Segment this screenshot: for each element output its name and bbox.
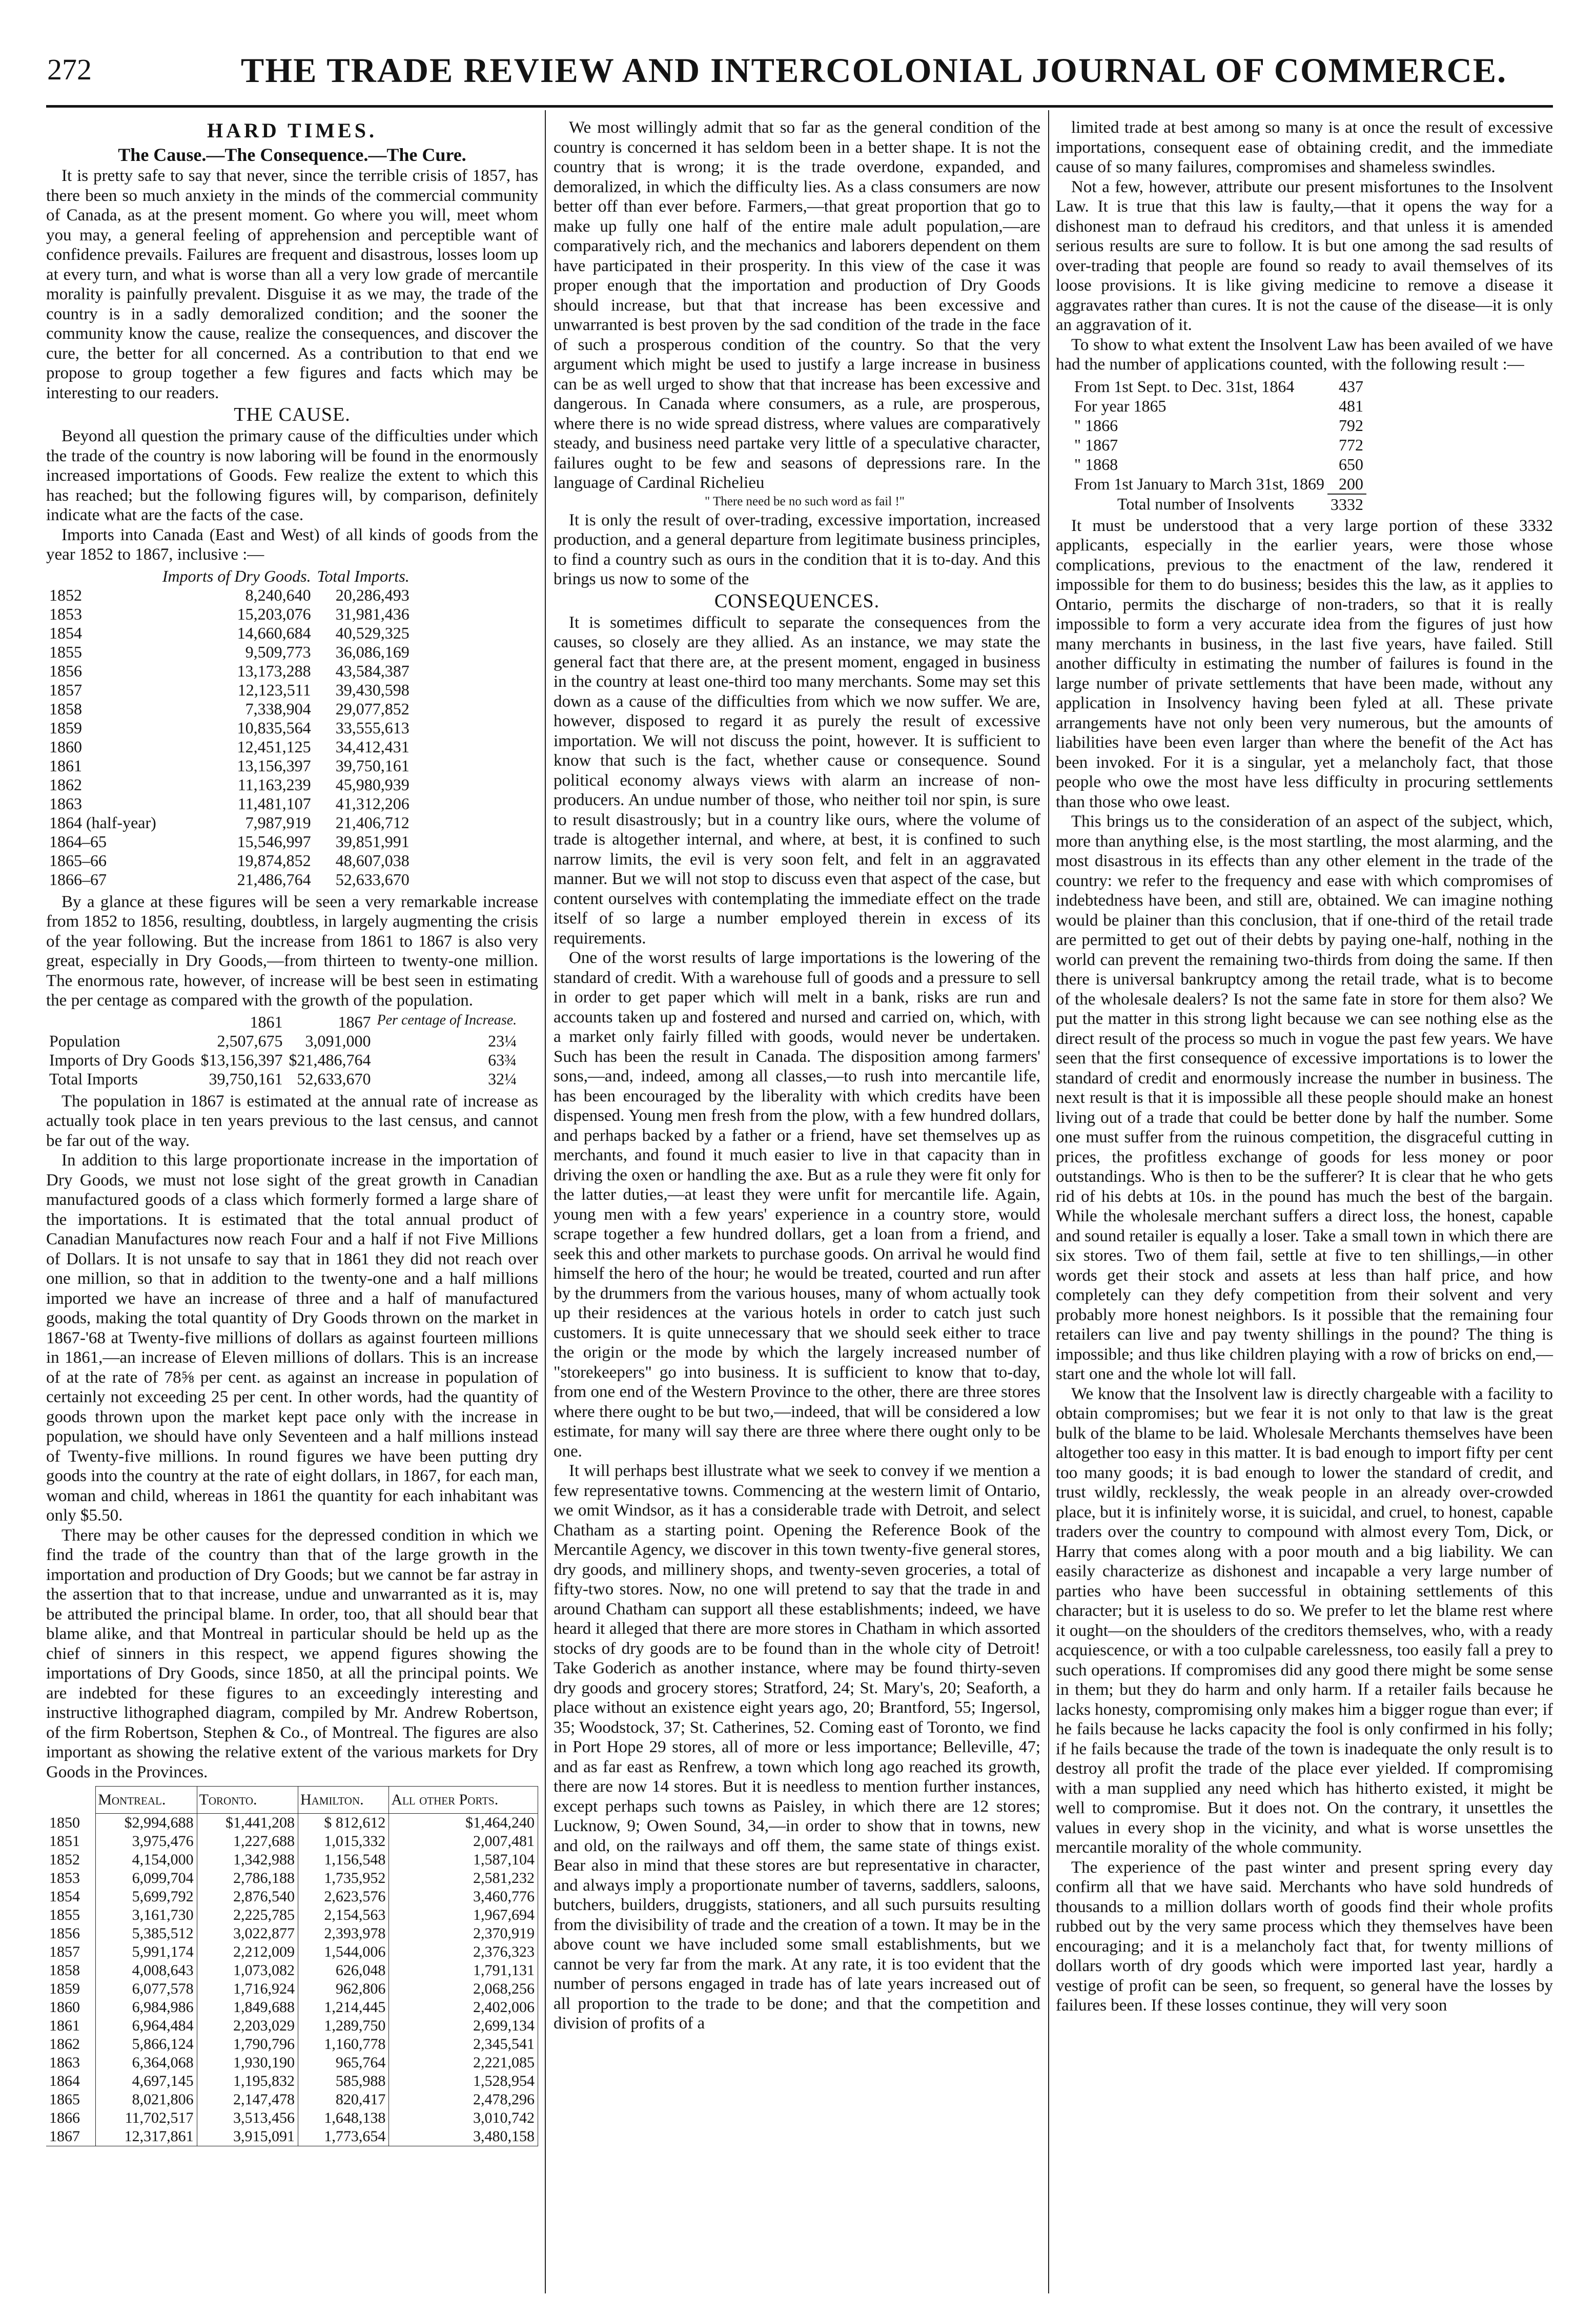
- toronto-value: 3,513,456: [197, 2109, 298, 2127]
- other-ports-value: 2,699,134: [389, 2017, 538, 2035]
- journal-title: THE TRADE REVIEW AND INTERCOLONIAL JOURNAL OF COMMERCE.: [240, 51, 1507, 90]
- paragraph: It must be understood that a very large portion of these 3332 applicants, especially in the earlier years, were those whose complications, previous to the enactment of the law, rendered it impossible for them to do business; besides this the law, as it applies to Ontario, permits the discharge of non-traders, so that it is really impossible to form a very accurate idea from the figures of just how many merchants in business, in the last five years, have failed. Still another difficulty in estimating the number of failures is found in the large number of private settlements that have been made, without any application in Insolvency having been fyled at all. These private arrangements have not only been very numerous, but the amounts of liabilities have been even larger than where the benefit of the Act has been invoked. For it is a singular, yet a melancholy fact, that those people who owe the most have less difficulty in procuring settlements than those who owe least.: [1056, 516, 1553, 811]
- ports-row: [46, 2035, 538, 2054]
- ports-row: [46, 2090, 538, 2109]
- montreal-value: 3,975,476: [96, 1832, 197, 1851]
- page-number: 272: [47, 53, 92, 86]
- column-divider: [545, 110, 546, 2293]
- montreal-value: $2,994,688: [96, 1814, 197, 1833]
- hamilton-value: 1,773,654: [298, 2127, 388, 2146]
- import-dry-goods: 11,481,107: [237, 794, 311, 813]
- ports-year: 1860: [46, 1998, 96, 2017]
- other-ports-value: 3,480,158: [389, 2127, 538, 2146]
- ports-year: 1853: [46, 1869, 96, 1888]
- imports-row: [46, 700, 413, 719]
- hamilton-value: 820,417: [298, 2090, 388, 2109]
- other-ports-value: 1,791,131: [389, 1961, 538, 1980]
- montreal-value: 12,317,861: [96, 2127, 197, 2146]
- imports-row: [46, 662, 413, 681]
- import-year: 1861: [49, 756, 82, 775]
- insolvents-period: From 1st January to March 31st, 1869: [1074, 475, 1324, 493]
- imports-col-dry-goods: Imports of Dry Goods.: [162, 566, 311, 585]
- import-dry-goods: 19,874,852: [237, 851, 311, 870]
- column-1: [46, 118, 538, 2146]
- ports-col-other: All other Ports.: [389, 1787, 538, 1814]
- import-total: 43,584,387: [335, 661, 410, 680]
- import-year: 1858: [49, 699, 82, 718]
- ports-row: [46, 1943, 538, 1961]
- import-total: 20,286,493: [335, 585, 410, 604]
- ports-row: [46, 1906, 538, 1924]
- other-ports-value: 3,460,776: [389, 1888, 538, 1906]
- import-year: 1854: [49, 623, 82, 642]
- hamilton-value: 1,648,138: [298, 2109, 388, 2127]
- imports-table: [46, 567, 538, 889]
- hamilton-value: 2,623,576: [298, 1888, 388, 1906]
- imports-row: [46, 832, 413, 851]
- hamilton-value: 965,764: [298, 2054, 388, 2072]
- pop-col-percentage: Per centage of Increase.: [377, 1012, 517, 1028]
- imports-row: [46, 681, 413, 700]
- insolvents-row: [1071, 377, 1366, 396]
- pop-label: Total Imports: [49, 1069, 138, 1088]
- paragraph: limited trade at best among so many is at once the result of excessive importations, consequent ease of obtaining credit, and the immediate cause of so many failures, compromises and shameless swindles.: [1056, 118, 1553, 176]
- ports-year: 1866: [46, 2109, 96, 2127]
- other-ports-value: $1,464,240: [389, 1814, 538, 1833]
- insolvents-count: 772: [1338, 435, 1363, 454]
- import-year: 1856: [49, 661, 82, 680]
- ports-row: [46, 2127, 538, 2146]
- montreal-value: 3,161,730: [96, 1906, 197, 1924]
- ports-year: 1856: [46, 1924, 96, 1943]
- import-total: 39,851,991: [335, 832, 410, 851]
- import-total: 41,312,206: [335, 794, 410, 813]
- toronto-value: 1,790,796: [197, 2035, 298, 2054]
- insolvents-count: 200: [1338, 474, 1363, 493]
- other-ports-value: 2,221,085: [389, 2054, 538, 2072]
- import-total: 40,529,325: [335, 623, 410, 642]
- toronto-value: 1,716,924: [197, 1980, 298, 1998]
- import-total: 39,430,598: [335, 680, 410, 699]
- population-row: [46, 1051, 520, 1070]
- hamilton-value: $ 812,612: [298, 1814, 388, 1833]
- pop-percentage: 32¼: [488, 1069, 517, 1088]
- paragraph: It will perhaps best illustrate what we seek to convey if we mention a few representative towns. Commencing at the western limit of Ontario, we omit Windsor, as it has a considerable trade with Detroit, and select Chatham as a starting point. Opening the Reference Book of the Mercantile Agency, we discover in this town twenty-five general stores, dry goods, and millinery shops, and twenty-seven groceries, a total of fifty-two stores. Now, no one will pretend to say that the trade in and around Chatham can support all these establishments; indeed, we have heard it alleged that there are more stores in Chatham in which assorted stocks of dry goods are to be found than in the whole city of Detroit! Take Goderich as another instance, where may be found thirty-seven dry goods and grocery stores; Stratford, 24; St. Mary's, 20; Seaforth, a place without an existence eight years ago, 20; Brantford, 55; Ingersol, 35; Woodstock, 37; St. Catherines, 52. Coming east of Toronto, we find in Port Hope 29 stores, all of more or less importance; Belleville, 47; and as far east as Renfrew, a town which long ago reached its growth, there are now 14 stores. But it is needless to mention further instances, except perhaps such towns as Paisley, in which there are 12 stores; Lucknow, 9; Owen Sound, 34,—in order to show that in towns, new and old, on the railways and off them, the same state of things exist. Bear also in mind that these stores are but representative in character, and always imply a proportionate number of taverns, saddlers, saloons, butchers, builders, druggists, stationers, and all such pursuits resulting from the divisibility of trade and the creation of a town. It may be in the above count we have included some small establishments, but we cannot be very far from the mark. At any rate, it is too evident that the number of persons engaged in trade has of late years increased out of all proportion to the trade to be done; and that the competition and division of profits of a: [554, 1462, 1040, 2033]
- other-ports-value: 1,967,694: [389, 1906, 538, 1924]
- insolvents-total-row: [1071, 494, 1366, 514]
- imports-row: [46, 756, 413, 775]
- pop-1867-value: 52,633,670: [297, 1069, 371, 1088]
- import-year: 1857: [49, 680, 82, 699]
- montreal-value: 6,077,578: [96, 1980, 197, 1998]
- imports-row: [46, 605, 413, 624]
- ports-row: [46, 1851, 538, 1869]
- toronto-value: 3,915,091: [197, 2127, 298, 2146]
- imports-row: [46, 870, 413, 889]
- hamilton-value: 1,015,332: [298, 1832, 388, 1851]
- pop-col-1861: 1861: [250, 1012, 283, 1031]
- ports-row: [46, 2109, 538, 2127]
- import-dry-goods: 15,203,076: [237, 604, 311, 623]
- toronto-value: 1,849,688: [197, 1998, 298, 2017]
- paragraph: There may be other causes for the depressed condition in which we find the trade of the country than that of the large growth in the importation and production of Dry Goods; but we cannot be far astray in the assertion that to that increase, undue and unwarranted as it is, may be attributed the principal blame. In order, too, that all should bear that blame alike, and that Montreal in particular should be held up as the chief of sinners in this respect, we append figures showing the importations of Dry Goods, since 1850, at all the principal points. We are indebted for these figures to an exceedingly interesting and instructive lithographed diagram, compiled by Mr. Andrew Robertson, of the firm Robertson, Stephen & Co., of Montreal. The figures are also important as showing the relative extent of the various markets for Dry Goods in the Provinces.: [46, 1526, 538, 1781]
- pop-label: Population: [49, 1031, 120, 1050]
- import-dry-goods: 10,835,564: [237, 718, 311, 737]
- hamilton-value: 1,160,778: [298, 2035, 388, 2054]
- pop-1867-value: 3,091,000: [305, 1031, 371, 1050]
- ports-year: 1850: [46, 1814, 96, 1833]
- ports-row: [46, 1888, 538, 1906]
- population-row: [46, 1032, 520, 1051]
- montreal-value: 5,866,124: [96, 2035, 197, 2054]
- paragraph: It is only the result of over-trading, excessive importation, increased production, and a general departure from legitimate business principles, to find a country such as ours in the condition that it is to-day. And this brings us now to some of the: [554, 510, 1040, 588]
- import-total: 52,633,670: [335, 870, 410, 889]
- ports-row: [46, 2072, 538, 2090]
- other-ports-value: 2,345,541: [389, 2035, 538, 2054]
- section-heading-cause: THE CAUSE.: [234, 404, 351, 425]
- montreal-value: 4,154,000: [96, 1851, 197, 1869]
- pop-1861-value: 39,750,161: [209, 1069, 283, 1088]
- montreal-value: 6,099,704: [96, 1869, 197, 1888]
- toronto-value: 1,073,082: [197, 1961, 298, 1980]
- montreal-value: 5,385,512: [96, 1924, 197, 1943]
- ports-year: 1851: [46, 1832, 96, 1851]
- imports-col-total: Total Imports.: [317, 566, 410, 585]
- paragraph: We know that the Insolvent law is directly chargeable with a facility to obtain compromises; but we fear it is not only to that law is the great bulk of the blame to be laid. Wholesale Merchants themselves have been altogether too easy in this matter. It is bad enough to import fifty per cent too many goods; it is bad enough to lower the standard of credit, and trust wildly, recklessly, the weak people in an already over-crowded place, but it is infinitely worse, it is suicidal, and cruel, to honest, capable traders over the country to compound with almost every Tom, Dick, or Harry that comes along with a poor mouth and a big liability. We can easily characterize as dishonest and incapable a very large number of parties who have been successful in obtaining settlements of this character; but it is useless to do so. We prefer to let the blame rest where it ought—on the shoulders of the creditors themselves, who, with a ready acquiescence, or with a too culpable carelessness, too easily fall a prey to such operations. If compromises did any good there might be some sense in them; but they do harm and only harm. If a retailer fails because he lacks honesty, compromising only makes him a bigger rogue than ever; if he fails because he lacks capacity the fool is only confirmed in his folly; if he fails because the trade of the town is inadequate the only result is to destroy all profit the trade of the place ever yielded. If compromising with a man supplied any need which has hitherto existed, it might be well to compromise. But it does not. On the contrary, it unsettles the values in every shop in the vicinity, and what is worse unsettles the mercantile morality of the whole community.: [1056, 1384, 1553, 1857]
- paragraph: It is sometimes difficult to separate the consequences from the causes, so closely are they allied. As an instance, we may state the general fact that there are, at the present moment, engaged in business in the country at least one-third too many merchants. Some may set this down as a cause of the difficulties from which we now suffer. We are, however, disposed to regard it as purely the result of excessive importation. We will not discuss the point, however. It is sufficient to know that such is the fact, whether cause or consequence. Sound political economy always views with alarm an increase of non-producers. An undue number of those, who neither toil nor spin, is sure to result disastrously; but in a country like ours, where the volume of trade is altogether internal, and where, at best, it is confined to such narrow limits, the evil is very soon felt, and felt in an aggravated manner. But we will not stop to discuss even that aspect of the case, but content ourselves with contemplating the immediate effect on the trade itself of so large a number employed therein in excess of its requirements.: [554, 613, 1040, 948]
- ports-col-montreal: Montreal.: [96, 1787, 197, 1814]
- import-dry-goods: 15,546,997: [237, 832, 311, 851]
- import-total: 45,980,939: [335, 775, 410, 794]
- hamilton-value: 2,393,978: [298, 1924, 388, 1943]
- column-3: [1056, 118, 1553, 2016]
- insolvents-table: [1071, 377, 1366, 514]
- toronto-value: $1,441,208: [197, 1814, 298, 1833]
- imports-row: [46, 586, 413, 605]
- paragraph: The experience of the past winter and present spring every day confirm all that we have said. Merchants who have sold hundreds of thousands to a million dollars worth of goods find their whole profits rubbed out by the very same process which they themselves have been encouraging; and it is a melancholy fact that, for twenty millions of dollars worth of dry goods which were imported last year, hardly a vestige of profit can be seen, so frequent, so general have the losses by failures been. If these losses continue, they will very soon: [1056, 1858, 1553, 2015]
- import-dry-goods: 13,173,288: [237, 661, 311, 680]
- ports-year: 1863: [46, 2054, 96, 2072]
- imports-row: [46, 719, 413, 737]
- ports-year: 1855: [46, 1906, 96, 1924]
- hamilton-value: 1,735,952: [298, 1869, 388, 1888]
- pop-label: Imports of Dry Goods: [49, 1050, 195, 1069]
- toronto-value: 1,227,688: [197, 1832, 298, 1851]
- montreal-value: 8,021,806: [96, 2090, 197, 2109]
- toronto-value: 2,203,029: [197, 2017, 298, 2035]
- import-dry-goods: 9,509,773: [245, 642, 311, 661]
- imports-row: [46, 775, 413, 794]
- ports-row: [46, 1961, 538, 1980]
- other-ports-value: 2,068,256: [389, 1980, 538, 1998]
- import-year: 1865–66: [49, 851, 107, 870]
- montreal-value: 4,697,145: [96, 2072, 197, 2090]
- toronto-value: 1,930,190: [197, 2054, 298, 2072]
- hamilton-value: 1,289,750: [298, 2017, 388, 2035]
- ports-row: [46, 1832, 538, 1851]
- imports-row: [46, 737, 413, 756]
- toronto-value: 2,876,540: [197, 1888, 298, 1906]
- import-year: 1866–67: [49, 870, 107, 889]
- import-year: 1864–65: [49, 832, 107, 851]
- import-year: 1853: [49, 604, 82, 623]
- paragraph: In addition to this large proportionate increase in the importation of Dry Goods, we must not lose sight of the great growth in Canadian manufactured goods of a class which formerly formed a large share of the importations. It is estimated that the total annual product of Canadian Manufactures now reach Four and a half if not Five Millions of Dollars. It is not unsafe to say that in 1861 they did not reach over one million, so that in addition to the twenty-one and a half millions imported we have an increase of three and a half of manufactured goods, making the total quantity of Dry Goods thrown on the market in 1867-'68 at Twenty-five millions of dollars as against fourteen millions in 1861,—an increase of Eleven millions of dollars. This is an increase of at the rate of 78⅝ per cent. as against an increase in population of certainly not exceeding 25 per cent. In other words, had the quantity of goods thrown upon the market kept pace only with the increase in population, we should have only Seventeen and a half millions instead of Twenty-five millions. In round figures we have been putting dry goods into the country at the rate of eight dollars, in 1867, for each man, woman and child, whereas in 1861 the quantity for each inhabitant was only $5.50.: [46, 1151, 538, 1525]
- paragraph: We most willingly admit that so far as the general condition of the country is concerned it has seldom been in a better shape. It is not the country that is wrong; it is the trade overdone, expanded, and demoralized, in which the difficulty lies. As a class consumers are now better off than ever before. Farmers,—that great proportion that go to make up fully one half of the entire male adult population,—are comparatively rich, and the mechanics and laborers dependent on them have participated in their prosperity. In this view of the case it was proper enough that the importation and production of Dry Goods should increase, but that that increase has been excessive and unwarranted is best proven by the sad condition of the trade in the face of such a prosperous condition of the country. So that the very argument which might be used to justify a large increase in business can be as well urged to show that that increase has been excessive and dangerous. In Canada where consumers, as a rule, are prosperous, where there is no wide spread distress, where values are comparatively steady, and business need partake very little of a speculative character, failures ought to be few and seasons of depressions rare. In the language of Cardinal Richelieu: [554, 118, 1040, 492]
- ports-row: [46, 1869, 538, 1888]
- hamilton-value: 1,156,548: [298, 1851, 388, 1869]
- toronto-value: 2,225,785: [197, 1906, 298, 1924]
- insolvents-count: 650: [1338, 455, 1363, 474]
- header-rule: [46, 105, 1553, 108]
- other-ports-value: 2,402,006: [389, 1998, 538, 2017]
- paragraph: It is pretty safe to say that never, since the terrible crisis of 1857, has there been so much anxiety in the minds of the commercial community of Canada, as at the present moment. Go where you will, meet whom you may, a general feeling of apprehension and perceptible want of confidence prevails. Failures are frequent and disastrous, losses loom up at every turn, and what is worse than all a very low grade of mercantile morality is painfully prevalent. Disguise it as we may, the trade of the country is in a sadly demoralized condition; and the sooner the community know the cause, realize the consequences, and discover the cure, the better for all concerned. As a contribution to that end we propose to group together a few figures and facts which may be interesting to our readers.: [46, 167, 538, 402]
- import-total: 36,086,169: [335, 642, 410, 661]
- insolvents-period: From 1st Sept. to Dec. 31st, 1864: [1074, 377, 1295, 396]
- toronto-value: 1,342,988: [197, 1851, 298, 1869]
- import-year: 1863: [49, 794, 82, 813]
- ports-year: 1852: [46, 1851, 96, 1869]
- import-dry-goods: 12,451,125: [237, 737, 311, 756]
- insolvents-total-label: Total number of Insolvents: [1117, 495, 1295, 513]
- insolvents-row: [1071, 474, 1366, 494]
- imports-row: [46, 851, 413, 870]
- ports-year: 1858: [46, 1961, 96, 1980]
- imports-table-header: [46, 567, 413, 586]
- ports-row: [46, 1924, 538, 1943]
- import-dry-goods: 13,156,397: [237, 756, 311, 775]
- paragraph: By a glance at these figures will be seen a very remarkable increase from 1852 to 1856, resulting, doubtless, in largely augmenting the crisis of the year following. But the increase from 1861 to 1867 is also very great, especially in Dry Goods,—from thirteen to twenty-one million. The enormous rate, however, of increase will be best seen in estimating the per centage as compared with the growth of the population.: [46, 892, 538, 1010]
- import-dry-goods: 12,123,511: [237, 680, 311, 699]
- other-ports-value: 2,376,323: [389, 1943, 538, 1961]
- import-dry-goods: 14,660,684: [237, 623, 311, 642]
- ports-year: 1864: [46, 2072, 96, 2090]
- ports-year: 1865: [46, 2090, 96, 2109]
- toronto-value: 2,212,009: [197, 1943, 298, 1961]
- import-dry-goods: 21,486,764: [237, 870, 311, 889]
- import-year: 1852: [49, 585, 82, 604]
- insolvents-period: " 1867: [1074, 435, 1118, 454]
- paragraph: One of the worst results of large importations is the lowering of the standard of credit. With a warehouse full of goods and a pressure to sell in order to get paper which will melt in a bank, risks are run and accounts taken up and fostered and nursed and carried on, which, with a market only fairly filled with goods, would never be undertaken. Such has been the result in Canada. The disposition among farmers' sons,—and, indeed, among all classes,—to rush into mercantile life, has been encouraged by the liberality with which credits have been dispensed. Young men fresh from the plow, with a few hundred dollars, and perhaps backed by a father or a friend, have set themselves up as merchants, and found it much easier to live in that capacity than in driving the oxen or handling the axe. But as a rule they were fit only for the latter duties,—at least they were unfit for mercantile life. Again, young men with a few years' experience in a country store, would scrape together a few hundred dollars, get a loan from a friend, and seek this and other markets to purchase goods. On arrival he would find himself the hero of the hour; he would be treated, courted and run after by the drummers from the various houses, many of whom actually took up their residences at the various hotels in order to catch just such customers. It is quite unnecessary that we should seek either to trace the origin or the mode by which the largely increased number of "storekeepers" go into business. It is sufficient to know that to-day, from one end of the Western Province to the other, there are three stores where there ought to be but two,—indeed, that will be considered a low estimate, for many will say there are three where there ought only to be one.: [554, 949, 1040, 1461]
- column-divider: [1048, 110, 1049, 2293]
- paragraph: Imports into Canada (East and West) of all kinds of goods from the year 1852 to 1867, inclusive :—: [46, 525, 538, 564]
- other-ports-value: 1,587,104: [389, 1851, 538, 1869]
- ports-row: [46, 1998, 538, 2017]
- import-dry-goods: 7,987,919: [245, 813, 311, 832]
- import-dry-goods: 11,163,239: [237, 775, 311, 794]
- other-ports-value: 1,528,954: [389, 2072, 538, 2090]
- ports-row: [46, 2017, 538, 2035]
- hamilton-value: 962,806: [298, 1980, 388, 1998]
- montreal-value: 6,984,986: [96, 1998, 197, 2017]
- paragraph: Beyond all question the primary cause of the difficulties under which the trade of the country is now laboring will be found in the enormously increased importations of Goods. Few realize the extent to which this has reached; but the following figures will, by comparison, definitely indicate what are the facts of the case.: [46, 427, 538, 524]
- other-ports-value: 2,007,481: [389, 1832, 538, 1851]
- insolvents-count: 792: [1338, 416, 1363, 435]
- imports-row: [46, 624, 413, 643]
- insolvents-period: " 1866: [1074, 416, 1118, 435]
- insolvents-period: For year 1865: [1074, 396, 1167, 415]
- ports-col-toronto: Toronto.: [197, 1787, 298, 1814]
- pop-percentage: 23¼: [488, 1031, 517, 1050]
- section-heading-consequences: CONSEQUENCES.: [714, 590, 880, 612]
- page-header: [0, 0, 1596, 110]
- import-total: 34,412,431: [335, 737, 410, 756]
- insolvents-row: [1071, 396, 1366, 416]
- import-year: 1862: [49, 775, 82, 794]
- insolvents-row: [1071, 416, 1366, 435]
- import-total: 31,981,436: [335, 604, 410, 623]
- import-total: 29,077,852: [335, 699, 410, 718]
- population-table: [46, 1013, 538, 1089]
- montreal-value: 4,008,643: [96, 1961, 197, 1980]
- toronto-value: 2,786,188: [197, 1869, 298, 1888]
- toronto-value: 1,195,832: [197, 2072, 298, 2090]
- insolvents-count: 437: [1338, 377, 1363, 396]
- paragraph: To show to what extent the Insolvent Law has been availed of we have had the number of applications counted, with the following result :—: [1056, 335, 1553, 374]
- toronto-value: 3,022,877: [197, 1924, 298, 1943]
- toronto-value: 2,147,478: [197, 2090, 298, 2109]
- pop-1861-value: $13,156,397: [200, 1050, 283, 1069]
- montreal-value: 5,991,174: [96, 1943, 197, 1961]
- import-total: 33,555,613: [335, 718, 410, 737]
- pop-col-1867: 1867: [338, 1012, 371, 1031]
- population-table-header: [46, 1013, 520, 1032]
- ports-year: 1861: [46, 2017, 96, 2035]
- ports-year: 1867: [46, 2127, 96, 2146]
- ports-row: [46, 1980, 538, 1998]
- paragraph: The population in 1867 is estimated at the annual rate of increase as actually took place in ten years previous to the last census, and cannot be far out of the way.: [46, 1092, 538, 1150]
- ports-table-header: [46, 1787, 538, 1814]
- ports-col-hamilton: Hamilton.: [298, 1787, 388, 1814]
- ports-year: 1859: [46, 1980, 96, 1998]
- insolvents-row: [1071, 435, 1366, 455]
- paragraph: This brings us to the consideration of an aspect of the subject, which, more than anything else, is the most startling, the most alarming, and the most disastrous in its effects than any other element in the trade of the country: we refer to the frequency and ease with which compromises of indebtedness have been, and still are, obtained. We can imagine nothing would be plainer than this conclusion, that if one-third of the retail trade are permitted to get out of their debts by paying one-half, nothing in the world can prevent the remaining two-thirds from doing the same. If then there is universal bankruptcy among the retail trade, what is to become of the wholesale dealers? Is not the same fate in store for them also? We put the matter in this strong light because we can see nothing else as the direct result of the process so much in vogue the past few years. We have seen that the first consequence of excessive importations is to lower the standard of credit and enormously increase the number in business. The next result is that it is impossible all these people should make an honest living out of a trade that could be better done by half the number. Some one must suffer from the ruinous competition, the disgraceful cutting in prices, the profitless exchange of goods for less money or poor outstandings. Who is then to be the sufferer? It is clear that he who gets rid of his debts at 10s. in the pound has much the best of the bargain. While the wholesale merchant suffers a direct loss, the honest, capable and sound retailer is equally a loser. Take a small town in which there are six stores. Two of them fail, settle at five to ten shillings,—in other words get their stock and assets at less than half price, and how completely can they defy competition from their solvent and very probably more honest neighbors. Is it possible that the remaining four retailers can live and pay twenty shillings in the pound? The thing is impossible; and thus like children playing with a row of bricks on end,—start one and the whole lot will fall.: [1056, 812, 1553, 1383]
- ports-year: 1854: [46, 1888, 96, 1906]
- column-2: [554, 118, 1040, 2034]
- other-ports-value: 2,581,232: [389, 1869, 538, 1888]
- hamilton-value: 2,154,563: [298, 1906, 388, 1924]
- population-row: [46, 1070, 520, 1089]
- insolvents-row: [1071, 455, 1366, 474]
- pop-1861-value: 2,507,675: [217, 1031, 283, 1050]
- imports-row: [46, 794, 413, 813]
- ports-table: [46, 1786, 538, 2146]
- hamilton-value: 1,214,445: [298, 1998, 388, 2017]
- montreal-value: 6,964,484: [96, 2017, 197, 2035]
- paragraph: Not a few, however, attribute our present misfortunes to the Insolvent Law. It is true that this law is faulty,—that it opens the way for a dishonest man to defraud his creditors, and that unless it is amended serious results are sure to follow. It is but one among the sad results of over-trading that people are found so ready to avail themselves of its loose provisions. It is like giving medicine to remove a disease it aggravates rather than cures. It is not the cause of the disease—it is only an aggravation of it.: [1056, 177, 1553, 334]
- hamilton-value: 585,988: [298, 2072, 388, 2090]
- ports-year: 1857: [46, 1943, 96, 1961]
- import-year: 1855: [49, 642, 82, 661]
- import-total: 39,750,161: [335, 756, 410, 775]
- import-total: 48,607,038: [335, 851, 410, 870]
- insolvents-period: " 1868: [1074, 455, 1118, 474]
- pop-percentage: 63¾: [488, 1050, 517, 1069]
- import-year: 1864 (half-year): [49, 813, 156, 832]
- article-subheading: The Cause.—The Consequence.—The Cure.: [118, 145, 466, 165]
- import-year: 1859: [49, 718, 82, 737]
- montreal-value: 11,702,517: [96, 2109, 197, 2127]
- pop-1867-value: $21,486,764: [289, 1050, 371, 1069]
- hamilton-value: 626,048: [298, 1961, 388, 1980]
- montreal-value: 6,364,068: [96, 2054, 197, 2072]
- hamilton-value: 1,544,006: [298, 1943, 388, 1961]
- other-ports-value: 2,478,296: [389, 2090, 538, 2109]
- insolvents-total-value: 3332: [1327, 494, 1366, 514]
- imports-row: [46, 643, 413, 662]
- other-ports-value: 3,010,742: [389, 2109, 538, 2127]
- montreal-value: 5,699,792: [96, 1888, 197, 1906]
- insolvents-count: 481: [1338, 396, 1363, 415]
- import-dry-goods: 7,338,904: [245, 699, 311, 718]
- richelieu-quote: " There need be no such word as fail !": [705, 494, 905, 508]
- import-year: 1860: [49, 737, 82, 756]
- ports-row: [46, 1814, 538, 1833]
- ports-year: 1862: [46, 2035, 96, 2054]
- imports-row: [46, 813, 413, 832]
- import-dry-goods: 8,240,640: [245, 585, 311, 604]
- import-total: 21,406,712: [335, 813, 410, 832]
- ports-row: [46, 2054, 538, 2072]
- article-heading: HARD TIMES.: [207, 119, 377, 142]
- other-ports-value: 2,370,919: [389, 1924, 538, 1943]
